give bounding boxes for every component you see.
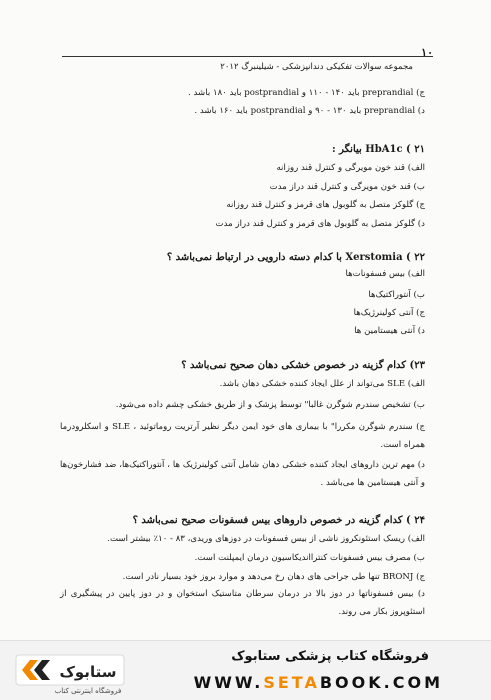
q22-option-b: ب) آنتوراکتیک‌ها (368, 290, 425, 300)
setabook-logo (14, 649, 126, 695)
q24-option-b: ب) مصرف بیس فسفونات کنترااندیکاسیون درمان ایمپلنت است. (194, 553, 425, 563)
q23-option-c: ج) سندرم شوگرن مکررا" با بیماری های خود ایمن دیگر نظیر آرتریت روماتوئید ، SLE و اسکلرودرما همراه است. (60, 422, 425, 450)
store-url[interactable] (194, 673, 443, 692)
q21-option-a: الف) قند خون مویرگی و کنترل قند روزانه (276, 163, 425, 173)
question-23: ۲۳) کدام گزینه در خصوص خشکی دهان صحیح نمی‌باشد ؟ (181, 360, 425, 371)
q21-option-b: ب) قند خون مویرگی و کنترل قند دراز مدت (269, 182, 425, 192)
running-header: مجموعه سوالات تفکیکی دندانپزشکی - شیلینبرگ ۲۰۱۲ (220, 62, 413, 72)
url-highlight: SETA (263, 673, 320, 692)
q21-option-c: ج) گلوکز متصل به گلوبول های قرمز و کنترل قند روزانه (226, 200, 425, 210)
option-c-prev: ج) preprandial باید ۱۴۰ - ۱۱۰ و postprandial باید ۱۸۰ باشد . (188, 88, 425, 98)
question-24: ۲۴ ) کدام گزینه در خصوص داروهای بیس فسفونات صحیح نمی‌باشد ؟ (132, 515, 425, 526)
q23-option-b: ب) تشخیص سندرم شوگرن غالبا" توسط پزشک و از طریق خشکی چشم داده می‌شود. (115, 400, 425, 410)
url-suffix: BOOK.COM (319, 673, 443, 692)
q24-option-a: الف) ریسک استئونکروز ناشی از بیس فسفونات در دوزهای وریدی، ۸۳ - ۱۰٪ بیشتر است. (107, 534, 425, 544)
store-name: فروشگاه کتاب پزشکی ستابوک (231, 649, 429, 664)
q21-option-d: د) گلوکز متصل به گلوبول های قرمز و کنترل قند دراز مدت (215, 219, 425, 229)
logo-text: ستابوک (59, 663, 117, 681)
question-21: ۲۱ ) HbA1c بیانگر : (331, 144, 425, 155)
q24-option-c: ج) BRONJ تنها طی جراحی های دهان رخ می‌دهد و موارد بروز خود بسیار نادر است. (122, 572, 425, 582)
url-prefix: WWW. (193, 673, 264, 692)
logo-subtitle: فروشگاه اینترنتی کتاب (54, 687, 122, 695)
header-rule (62, 56, 433, 57)
q23-option-a: الف) SLE می‌تواند از علل ایجاد کننده خشکی دهان باشد. (219, 379, 425, 389)
q24-option-d: د) بیس فسفوناتها در دوز بالا در درمان سرطان متاستیک استخوان و در دوز پایین در پیشگیری از استئوپروز بکار می روند. (60, 589, 425, 617)
option-d-prev: د) preprandial باید ۱۳۰ - ۹۰ و postprandial باید ۱۶۰ باشد . (194, 106, 425, 116)
store-footer (0, 640, 491, 700)
q22-option-c: ج) آنتی کولینرژیک‌ها (353, 308, 425, 318)
q23-option-d: د) مهم ترین داروهای ایجاد کننده خشکی دهان شامل آنتی کولینرژیک ها ، آنتوراکتیک‌ها، ضد فشارخون‌ها و آنتی هیستامین ها می‌باشد . (60, 460, 425, 488)
q22-option-d: د) آنتی هیستامین ها (354, 326, 425, 336)
q22-option-a: الف) بیس فسفونات‌ها (345, 269, 425, 279)
page-number: ۱۰ (421, 46, 433, 59)
question-22: ۲۲ ) Xerstomia با کدام دسته دارویی در ارتباط نمی‌باشد ؟ (166, 252, 425, 263)
